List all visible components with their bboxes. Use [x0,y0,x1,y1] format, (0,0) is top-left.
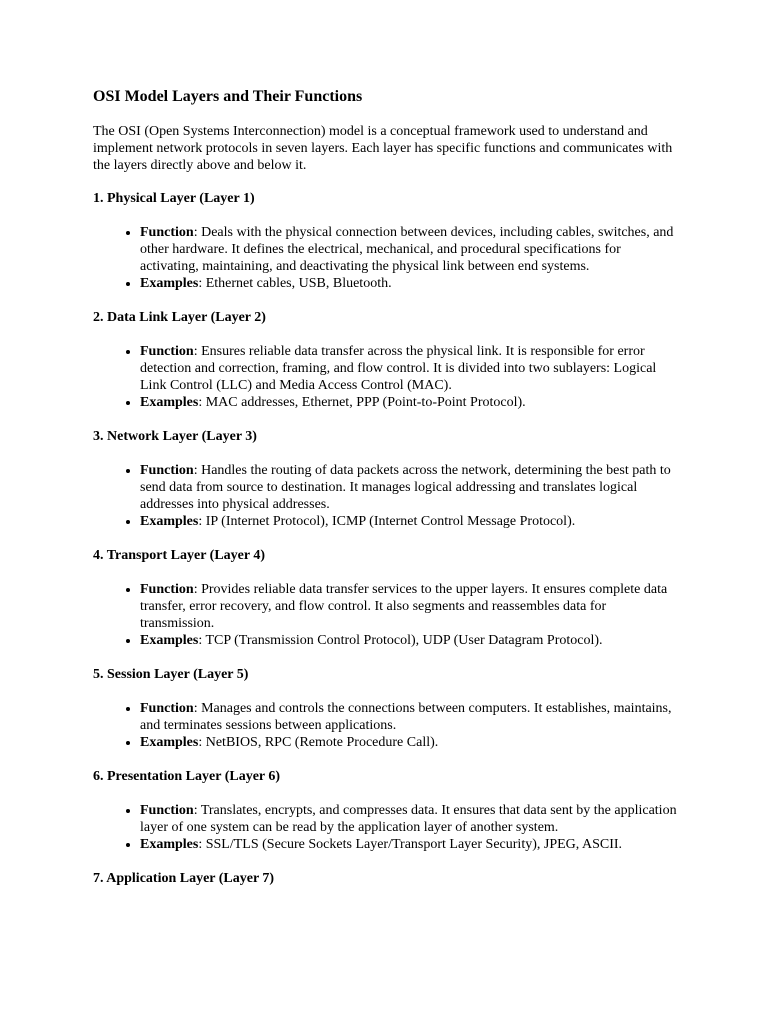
list-item-examples [140,632,683,649]
examples-text: : IP (Internet Protocol), ICMP (Internet Control Message Protocol). [198,514,576,529]
function-label: Function [140,344,194,359]
section-list-session [93,700,683,751]
function-label: Function [140,225,194,240]
list-item-examples [140,394,683,411]
section-list-data-link [93,343,683,411]
examples-text: : MAC addresses, Ethernet, PPP (Point-to-Point Protocol). [198,395,526,410]
examples-label: Examples [140,276,199,291]
function-label: Function [140,803,194,818]
function-text: : Provides reliable data transfer services to the upper layers. It ensures complete data transfer, error recovery, and flow control. It also segments and reassembles data for transmission. [140,582,668,631]
list-item-function [140,700,683,734]
list-item-examples [140,513,683,530]
examples-label: Examples [140,837,199,852]
function-label: Function [140,582,194,597]
section-list-presentation [93,802,683,853]
section-heading-network: 3. Network Layer (Layer 3) [93,429,257,444]
section-list-network [93,462,683,530]
examples-label: Examples [140,633,199,648]
list-item-function [140,462,683,513]
section-heading-data-link: 2. Data Link Layer (Layer 2) [93,310,266,325]
section-heading-transport: 4. Transport Layer (Layer 4) [93,548,266,563]
examples-text: : TCP (Transmission Control Protocol), UDP (User Datagram Protocol). [198,633,603,648]
section-list-transport [93,581,683,649]
function-text: : Manages and controls the connections between computers. It establishes, maintains, and terminates sessions between applications. [140,701,672,733]
list-item-function [140,802,683,836]
function-text: : Ensures reliable data transfer across the physical link. It is responsible for error detection and correction, framing, and flow control. It is divided into two sublayers: Logical Link Control (LLC) and Media Access Control (MAC). [140,344,657,393]
examples-label: Examples [140,395,199,410]
examples-text: : SSL/TLS (Secure Sockets Layer/Transport Layer Security), JPEG, ASCII. [198,837,623,852]
examples-label: Examples [140,514,199,529]
list-item-function [140,343,683,394]
section-heading-presentation: 6. Presentation Layer (Layer 6) [93,769,281,784]
section-heading-physical: 1. Physical Layer (Layer 1) [93,191,255,206]
section-heading-application: 7. Application Layer (Layer 7) [93,871,275,886]
function-text: : Deals with the physical connection between devices, including cables, switches, and other hardware. It defines the electrical, mechanical, and procedural specifications for activating, maintaining, and deactivating the physical link between end systems. [140,225,674,274]
list-item-examples [140,275,683,292]
page-title: OSI Model Layers and Their Functions [93,88,363,105]
function-label: Function [140,701,194,716]
section-list-physical [93,224,683,292]
examples-text: : NetBIOS, RPC (Remote Procedure Call). [198,735,439,750]
function-text: : Handles the routing of data packets across the network, determining the best path to send data from source to destination. It manages logical addressing and translates logical addresses into physical addresses. [140,463,671,512]
examples-label: Examples [140,735,199,750]
examples-text: : Ethernet cables, USB, Bluetooth. [198,276,392,291]
function-label: Function [140,463,194,478]
document-page [93,86,683,904]
list-item-function [140,224,683,275]
section-heading-session: 5. Session Layer (Layer 5) [93,667,249,682]
intro-paragraph: The OSI (Open Systems Interconnection) model is a conceptual framework used to understand and implement network protocols in seven layers. Each layer has specific functions and communicates with the layers directly above and below it. [93,124,673,173]
function-text: : Translates, encrypts, and compresses data. It ensures that data sent by the application layer of one system can be read by the application layer of another system. [140,803,677,835]
list-item-examples [140,836,683,853]
list-item-function [140,581,683,632]
list-item-examples [140,734,683,751]
